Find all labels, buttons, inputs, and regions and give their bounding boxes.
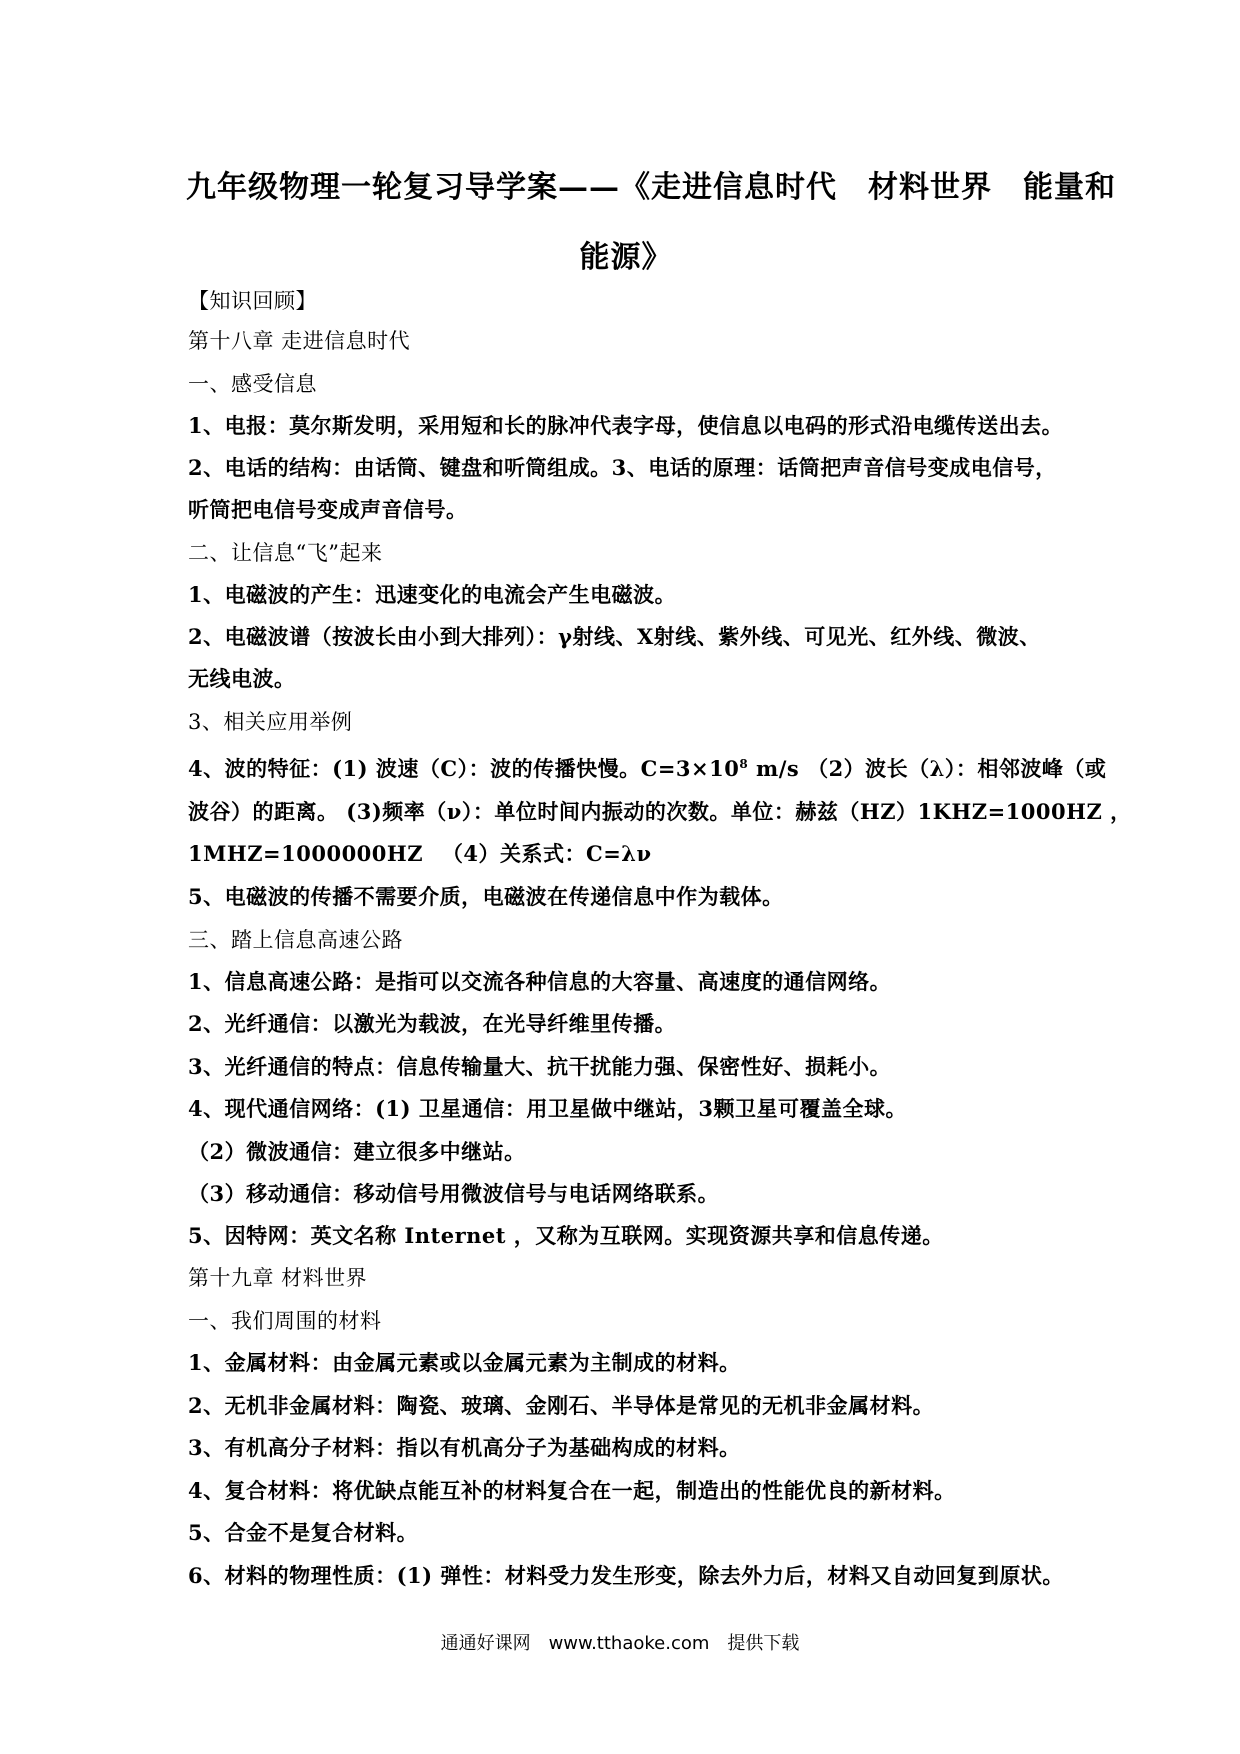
wave-text-tail: m/s （2）波长（λ）：相邻波峰（或 (748, 756, 1107, 781)
text-line: 波谷）的距离。 (3)频率（ν）：单位时间内振动的次数。单位：赫兹（HZ）1KHZ=1000HZ ， (188, 799, 1132, 824)
wave-text-head: 4、波的特征：(1) 波速（C）：波的传播快慢。C=3×10 (188, 756, 740, 781)
text-line: 5、电磁波的传播不需要介质，电磁波在传递信息中作为载体。 (188, 884, 784, 909)
section-heading: 一、感受信息 (188, 372, 317, 396)
document-title-line1: 九年级物理一轮复习导学案——《走进信息时代 材料世界 能量和 (186, 170, 1116, 205)
section-heading: 一、我们周围的材料 (188, 1309, 382, 1333)
text-line: （3）移动通信：移动信号用微波信号与电话网络联系。 (188, 1181, 720, 1206)
text-line: 1MHZ=1000000HZ （4）关系式：C=λν (188, 841, 652, 866)
text-line: 5、因特网：英文名称 Internet ，又称为互联网。实现资源共享和信息传递。 (188, 1223, 944, 1248)
text-line: 1、金属材料：由金属元素或以金属元素为主制成的材料。 (188, 1350, 741, 1375)
text-line: 听筒把电信号变成声音信号。 (188, 497, 468, 522)
chapter-heading: 第十八章 走进信息时代 (188, 329, 411, 353)
text-line: 无线电波。 (188, 666, 296, 691)
text-line: 1、信息高速公路：是指可以交流各种信息的大容量、高速度的通信网络。 (188, 969, 892, 994)
page-footer: 通通好课网 www.tthaoke.com 提供下载 (440, 1633, 800, 1654)
text-line: 4、复合材料：将优缺点能互补的材料复合在一起，制造出的性能优良的新材料。 (188, 1478, 956, 1503)
text-line: 3、光纤通信的特点：信息传输量大、抗干扰能力强、保密性好、损耗小。 (188, 1054, 892, 1079)
text-line (188, 753, 1106, 783)
text-line: 3、有机高分子材料：指以有机高分子为基础构成的材料。 (188, 1435, 741, 1460)
chapter-heading: 第十九章 材料世界 (188, 1266, 368, 1290)
text-line: 2、电话的结构：由话筒、键盘和听筒组成。3、电话的原理：话筒把声音信号变成电信号， (188, 455, 1057, 480)
section-label: 【知识回顾】 (188, 289, 317, 313)
section-heading: 二、让信息“飞”起来 (188, 541, 383, 565)
text-line: 6、材料的物理性质：(1) 弹性：材料受力发生形变，除去外力后，材料又自动回复到原状。 (188, 1563, 1064, 1588)
text-line: 3、相关应用举例 (188, 710, 353, 734)
wave-exponent: 8 (739, 757, 749, 771)
document-title-line2: 能源》 (579, 240, 673, 275)
text-line: 4、现代通信网络：(1) 卫星通信：用卫星做中继站，3颗卫星可覆盖全球。 (188, 1096, 908, 1121)
text-line: 1、电报：莫尔斯发明，采用短和长的脉冲代表字母，使信息以电码的形式沿电缆传送出去。 (188, 413, 1064, 438)
section-heading: 三、踏上信息高速公路 (188, 928, 403, 952)
text-line: （2）微波通信：建立很多中继站。 (188, 1139, 526, 1164)
text-line: 5、合金不是复合材料。 (188, 1520, 419, 1545)
text-line: 2、光纤通信：以激光为载波，在光导纤维里传播。 (188, 1011, 677, 1036)
text-line: 2、电磁波谱（按波长由小到大排列）：γ射线、X射线、紫外线、可见光、红外线、微波、 (188, 624, 1041, 649)
text-line: 2、无机非金属材料：陶瓷、玻璃、金刚石、半导体是常见的无机非金属材料。 (188, 1393, 935, 1418)
text-line: 1、电磁波的产生：迅速变化的电流会产生电磁波。 (188, 582, 677, 607)
